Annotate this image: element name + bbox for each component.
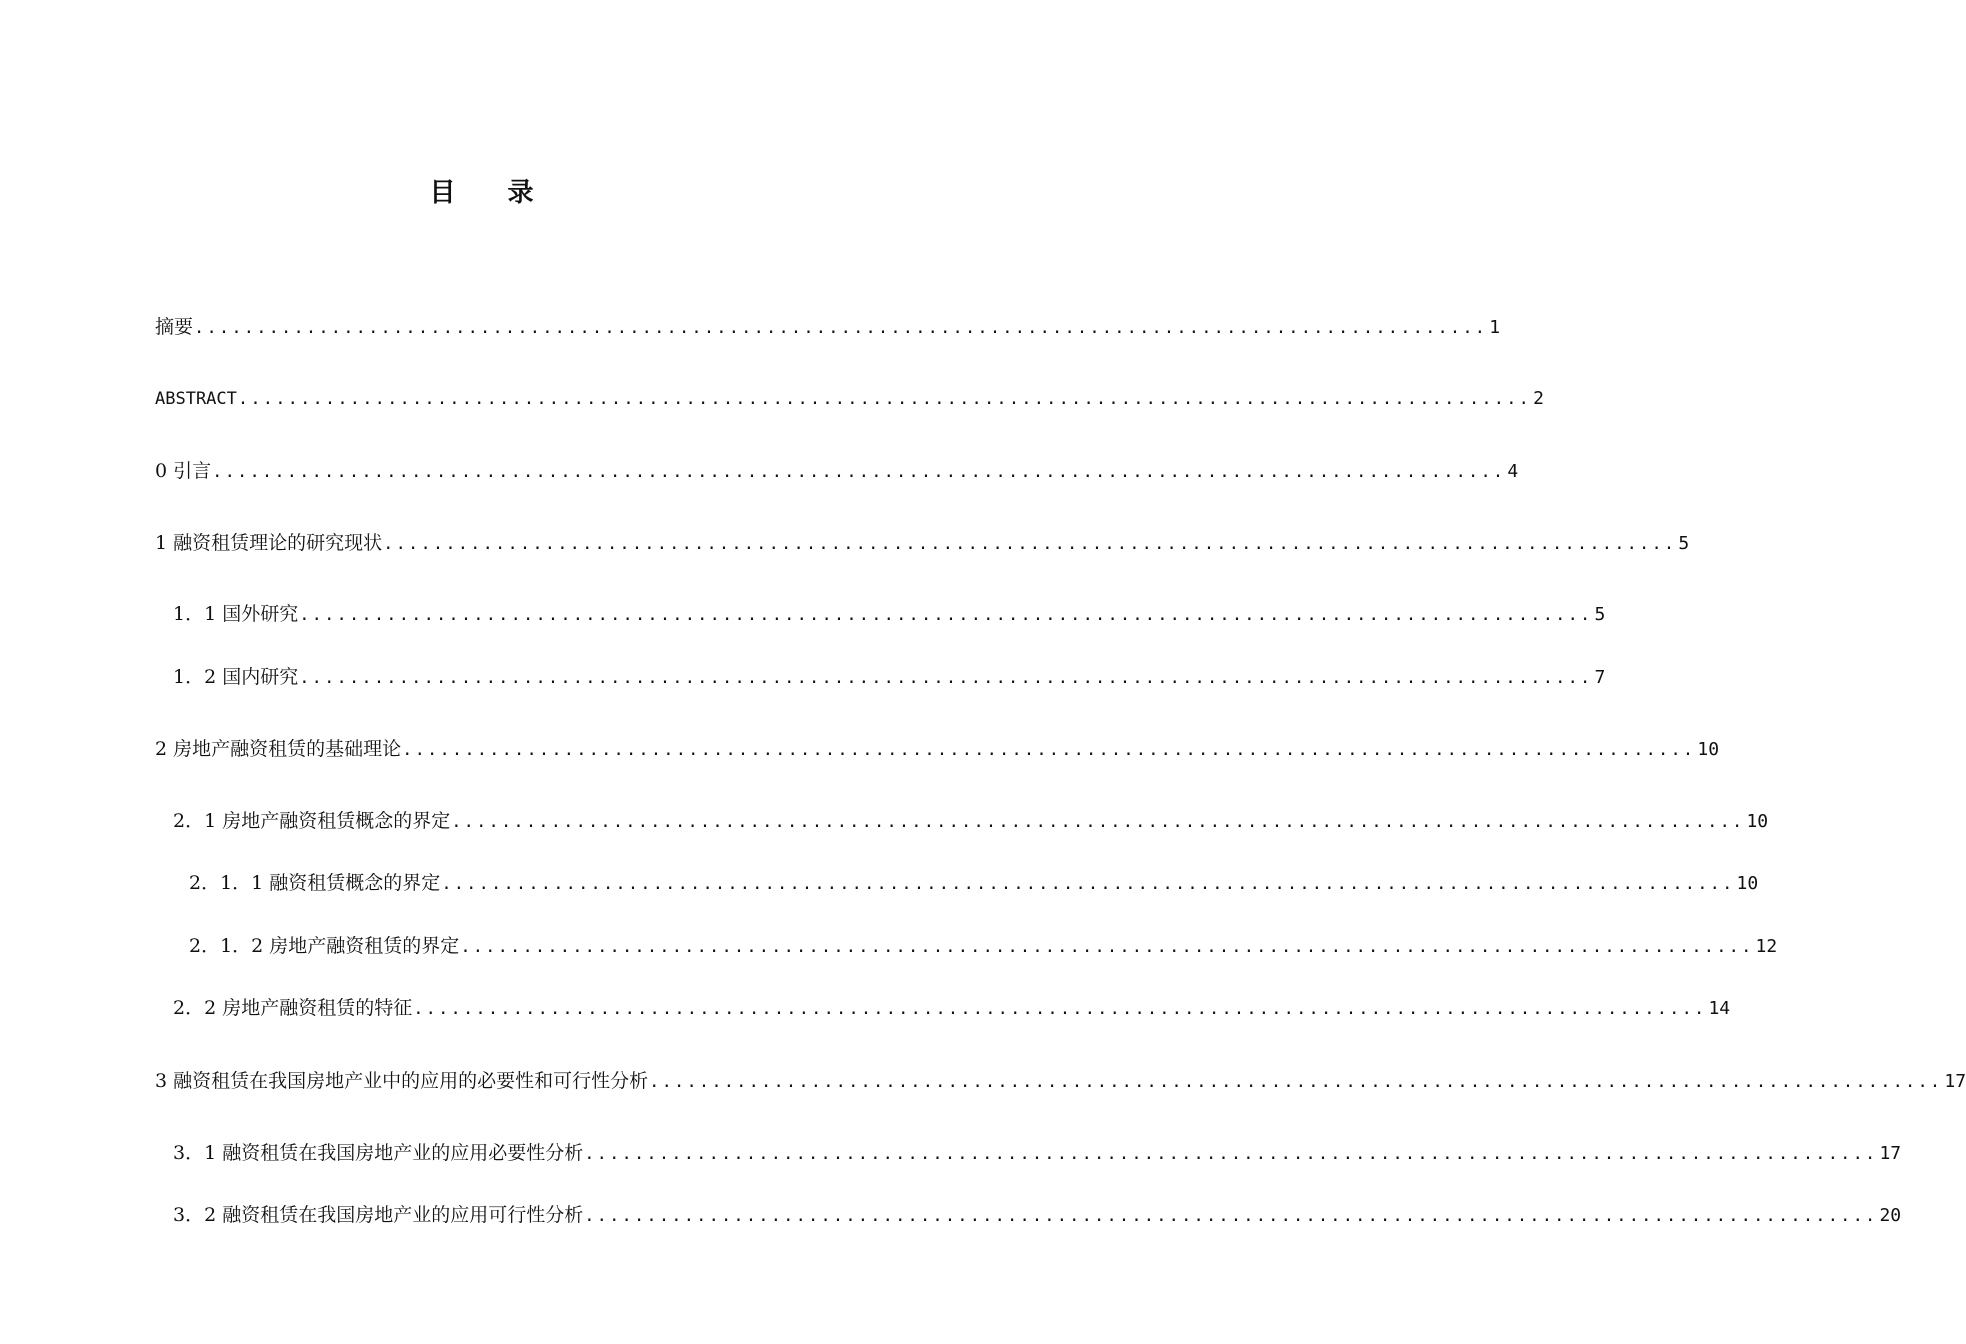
toc-page-number: 10 xyxy=(1746,811,1769,832)
toc-dot-leader: ........................................................................................................ xyxy=(441,874,1735,894)
toc-page-number: 1 xyxy=(1489,317,1501,338)
toc-entry-label: 1．2 国内研究 xyxy=(173,666,299,688)
toc-dot-leader: ........................................................................................................ xyxy=(212,462,1506,482)
toc-entry-label: 2．1．2 房地产融资租赁的界定 xyxy=(189,935,460,957)
toc-entry-label: 摘要 xyxy=(155,316,194,338)
toc-dot-leader: ........................................................................................................ xyxy=(402,740,1696,760)
toc-page-number: 5 xyxy=(1678,533,1690,554)
toc-entry-label: ABSTRACT xyxy=(155,389,237,409)
toc-entry-section-3-1[interactable] xyxy=(173,1138,1902,1168)
toc-entry-label: 3．2 融资租赁在我国房地产业的应用可行性分析 xyxy=(173,1204,584,1226)
toc-entry-label: 3．1 融资租赁在我国房地产业的应用必要性分析 xyxy=(173,1142,584,1164)
toc-entry-chapter-2[interactable] xyxy=(155,734,1720,764)
toc-page-number: 4 xyxy=(1507,461,1519,482)
toc-page-number: 17 xyxy=(1879,1143,1902,1164)
toc-dot-leader: ........................................................................................................ xyxy=(383,534,1677,554)
toc-page-number: 17 xyxy=(1944,1071,1966,1092)
toc-entry-introduction[interactable] xyxy=(155,456,1519,486)
toc-dot-leader: ........................................................................................................ xyxy=(649,1072,1943,1092)
toc-entry-label: 2．1．1 融资租赁概念的界定 xyxy=(189,872,441,894)
toc-entry-section-1-1[interactable] xyxy=(173,599,1606,629)
toc-entry-label: 0 引言 xyxy=(155,460,212,482)
toc-entry-section-2-2[interactable] xyxy=(173,993,1731,1023)
toc-entry-label: 1 融资租赁理论的研究现状 xyxy=(155,532,383,554)
toc-page-number: 2 xyxy=(1533,388,1544,409)
toc-dot-leader: ........................................................................................................ xyxy=(413,999,1707,1019)
toc-dot-leader: ........................................................................................................ xyxy=(194,318,1488,338)
toc-entry-label: 3 融资租赁在我国房地产业中的应用的必要性和可行性分析 xyxy=(155,1070,649,1092)
toc-entry-section-3-2[interactable] xyxy=(173,1200,1902,1230)
toc-entry-chapter-1[interactable] xyxy=(155,528,1690,558)
toc-dot-leader: ........................................................................................................ xyxy=(584,1206,1878,1226)
toc-dot-leader: ........................................................................................................ xyxy=(451,812,1745,832)
toc-dot-leader: ........................................................................................................ xyxy=(299,668,1593,688)
toc-dot-leader: ........................................................................................................ xyxy=(299,605,1593,625)
toc-page-number: 20 xyxy=(1879,1205,1902,1226)
toc-entry-abstract-cn[interactable] xyxy=(155,312,1501,342)
toc-page-number: 10 xyxy=(1736,873,1759,894)
toc-dot-leader: ........................................................................................................ xyxy=(460,937,1754,957)
toc-entry-section-2-1[interactable] xyxy=(173,806,1769,836)
toc-dot-leader: ........................................................................................................ xyxy=(237,389,1532,409)
toc-entry-abstract-en[interactable] xyxy=(155,384,1544,414)
toc-entry-section-2-1-2[interactable] xyxy=(189,931,1778,961)
toc-entry-section-2-1-1[interactable] xyxy=(189,868,1759,898)
toc-entry-label: 2．1 房地产融资租赁概念的界定 xyxy=(173,810,451,832)
toc-page-number: 7 xyxy=(1594,667,1606,688)
toc-entry-label: 1．1 国外研究 xyxy=(173,603,299,625)
toc-page-number: 5 xyxy=(1594,604,1606,625)
toc-page-number: 14 xyxy=(1708,998,1731,1019)
toc-entry-section-1-2[interactable] xyxy=(173,662,1606,692)
toc-dot-leader: ........................................................................................................ xyxy=(584,1144,1878,1164)
toc-entry-chapter-3[interactable] xyxy=(155,1066,1966,1096)
toc-page-number: 10 xyxy=(1697,739,1720,760)
toc-entry-label: 2 房地产融资租赁的基础理论 xyxy=(155,738,402,760)
page-title: 目录 xyxy=(429,178,586,208)
toc-page-number: 12 xyxy=(1755,936,1778,957)
toc-entry-label: 2．2 房地产融资租赁的特征 xyxy=(173,997,413,1019)
